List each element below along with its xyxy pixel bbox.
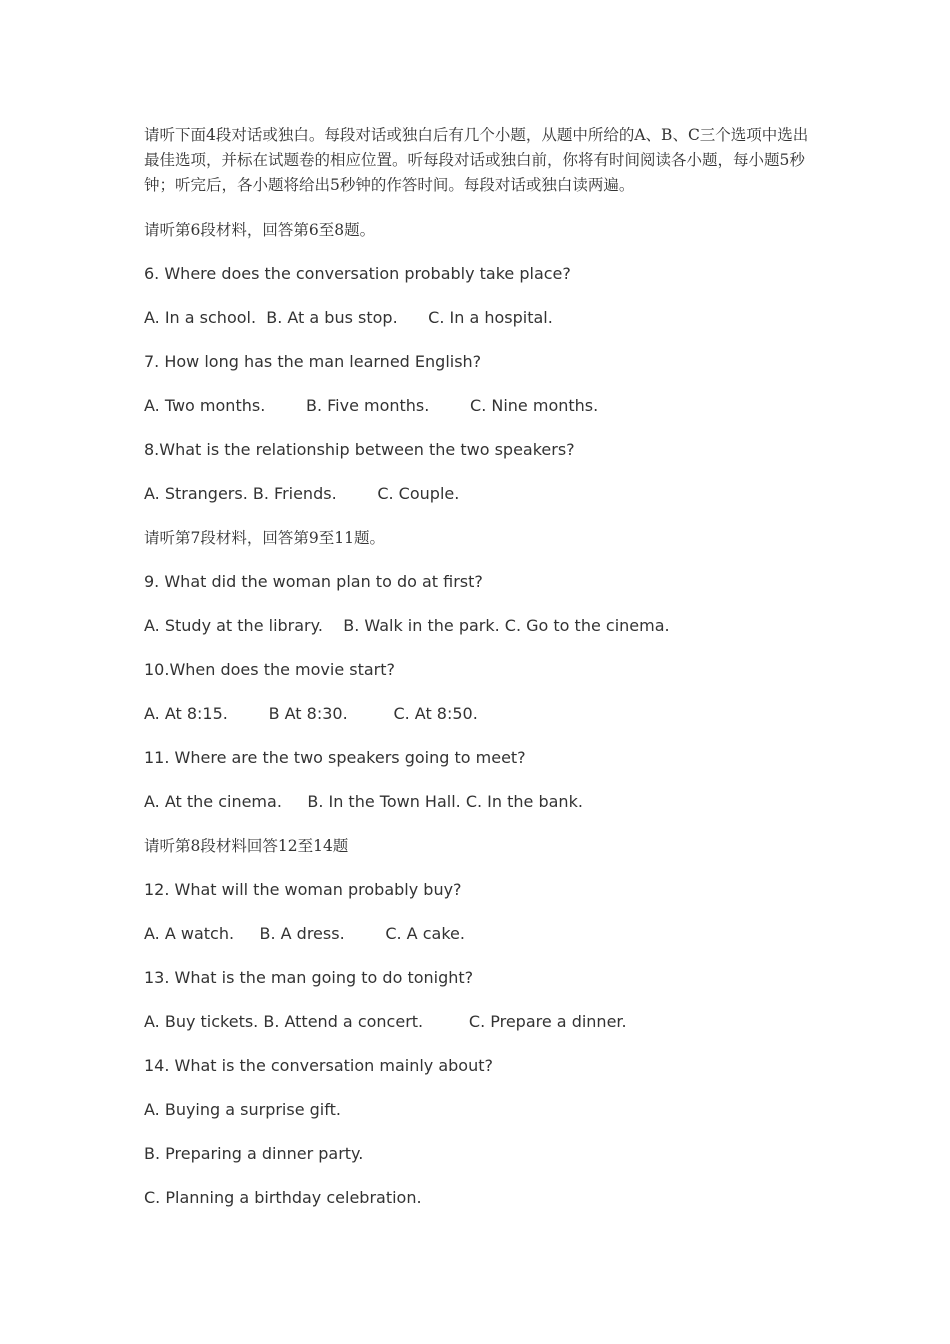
answer-options: A. Study at the library. B. Walk in the park. C. Go to the cinema. [144, 616, 670, 635]
section-heading: 请听第8段材料回答12至14题 [144, 837, 349, 855]
question-text: 8.What is the relationship between the two speakers? [144, 440, 575, 459]
answer-options: A. At the cinema. B. In the Town Hall. C. In the bank. [144, 792, 583, 811]
question-text: 10.When does the movie start? [144, 660, 396, 679]
answer-options: A. Buying a surprise gift. [144, 1100, 341, 1119]
question-text: 13. What is the man going to do tonight? [144, 968, 474, 987]
instructions-paragraph: 请听下面4段对话或独白。每段对话或独白后有几个小题，从题中所给的A、B、C三个选项中选出最佳选项，并标在试题卷的相应位置。听每段对话或独白前，你将有时间阅读各小题，每小题5秒钟；听完后，各小题将给出5秒钟的作答时间。每段对话或独白读两遍。 [144, 126, 809, 194]
section-heading: 请听第7段材料，回答第9至11题。 [144, 529, 385, 547]
document-page [144, 123, 814, 1207]
question-text: 14. What is the conversation mainly about? [144, 1056, 493, 1075]
answer-options: A. Two months. B. Five months. C. Nine months. [144, 396, 599, 415]
answer-options: A. A watch. B. A dress. C. A cake. [144, 924, 465, 943]
answer-options: A. In a school. B. At a bus stop. C. In a hospital. [144, 308, 553, 327]
question-text: 6. Where does the conversation probably take place? [144, 264, 571, 283]
question-text: 12. What will the woman probably buy? [144, 880, 462, 899]
answer-options: A. Buy tickets. B. Attend a concert. C. Prepare a dinner. [144, 1012, 627, 1031]
question-text: 7. How long has the man learned English? [144, 352, 482, 371]
question-text: 9. What did the woman plan to do at first? [144, 572, 483, 591]
answer-options: A. At 8:15. B At 8:30. C. At 8:50. [144, 704, 478, 723]
answer-options: A. Strangers. B. Friends. C. Couple. [144, 484, 460, 503]
section-heading: 请听第6段材料，回答第6至8题。 [144, 221, 376, 239]
question-text: 11. Where are the two speakers going to meet? [144, 748, 526, 767]
answer-options: B. Preparing a dinner party. [144, 1144, 364, 1163]
answer-options: C. Planning a birthday celebration. [144, 1188, 422, 1207]
